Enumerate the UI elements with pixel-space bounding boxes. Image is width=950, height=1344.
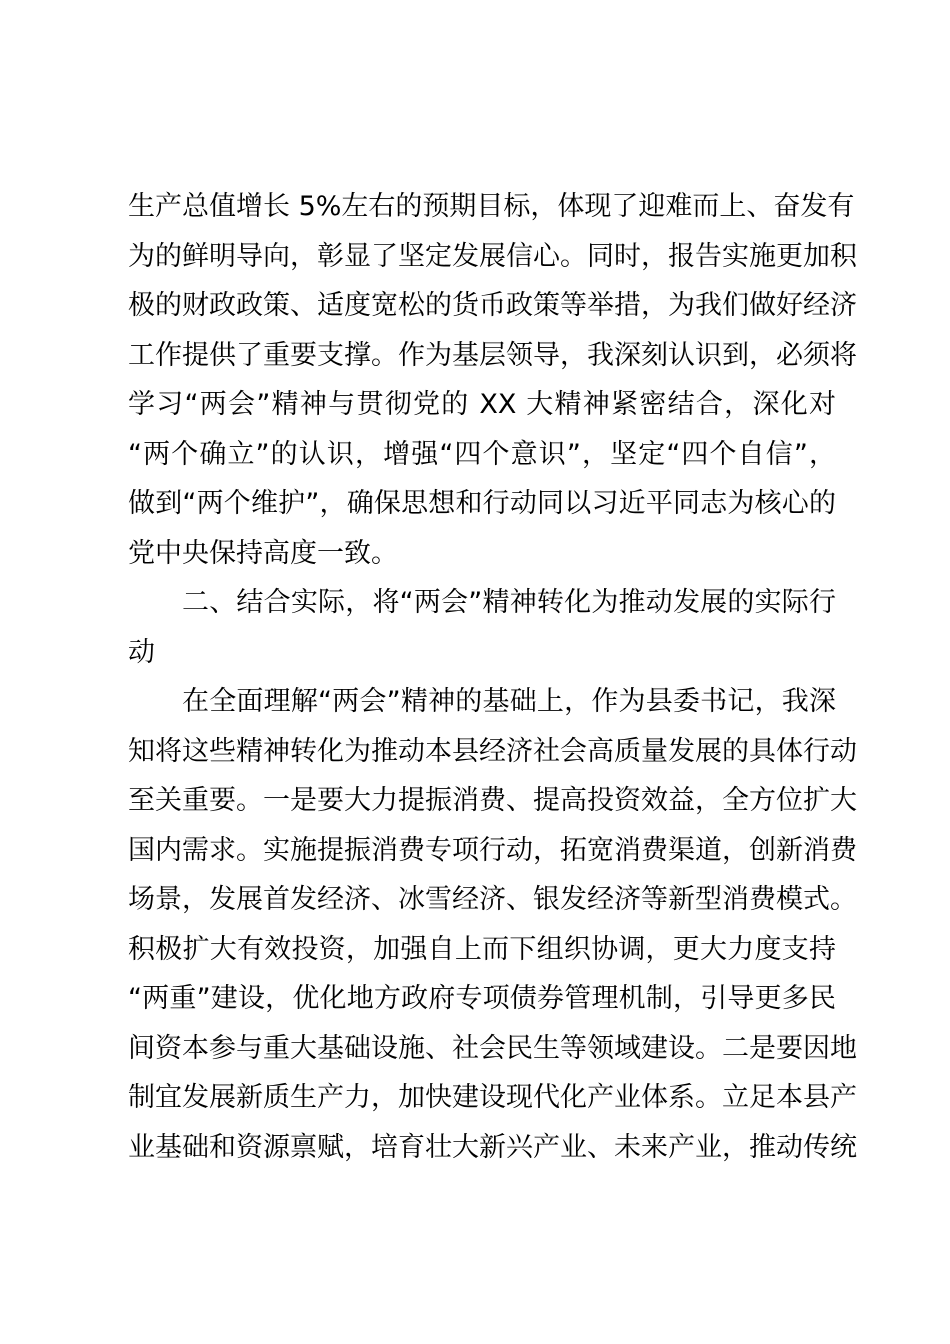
text-line: 至关重要。一是要大力提振消费、提高投资效益，全方位扩大 <box>128 785 857 816</box>
text-line: 做到“两个维护”，确保思想和行动同以习近平同志为核心的 <box>128 488 836 519</box>
text-line: 国内需求。实施提振消费专项行动，拓宽消费渠道，创新消费 <box>128 834 857 866</box>
text-line: 知将这些精神转化为推动本县经济社会高质量发展的具体行动 <box>128 735 857 767</box>
text-line: “两重”建设，优化地方政府专项债券管理机制，引导更多民 <box>128 983 836 1014</box>
text-line: 工作提供了重要支撑。作为基层领导，我深刻认识到，必须将 <box>128 339 857 371</box>
text-line: “两个确立”的认识，增强“四个意识”，坚定“四个自信”， <box>128 438 836 470</box>
text-line: 业基础和资源禀赋，培育壮大新兴产业、未来产业，推动传统 <box>128 1131 857 1163</box>
section-heading-line: 二、结合实际，将“两会”精神转化为推动发展的实际行 <box>182 587 836 618</box>
text-line: 间资本参与重大基础设施、社会民生等领域建设。二是要因地 <box>128 1032 857 1064</box>
text-line: 生产总值增长 5%左右的预期目标，体现了迎难而上、奋发有 <box>128 191 855 222</box>
section-heading-line: 动 <box>128 636 155 668</box>
document-body <box>128 182 857 1172</box>
text-line: 场景，发展首发经济、冰雪经济、银发经济等新型消费模式。 <box>128 884 857 915</box>
text-line: 党中央保持高度一致。 <box>128 537 398 569</box>
text-line: 为的鲜明导向，彰显了坚定发展信心。同时，报告实施更加积 <box>128 240 857 272</box>
text-line: 极的财政政策、适度宽松的货币政策等举措，为我们做好经济 <box>128 290 857 321</box>
text-line: 在全面理解“两会”精神的基础上，作为县委书记，我深 <box>182 686 836 717</box>
text-line: 制宜发展新质生产力，加快建设现代化产业体系。立足本县产 <box>128 1082 857 1113</box>
text-line: 积极扩大有效投资，加强自上而下组织协调，更大力度支持 <box>128 933 836 965</box>
text-line: 学习“两会”精神与贯彻党的 XX 大精神紧密结合，深化对 <box>128 389 836 420</box>
